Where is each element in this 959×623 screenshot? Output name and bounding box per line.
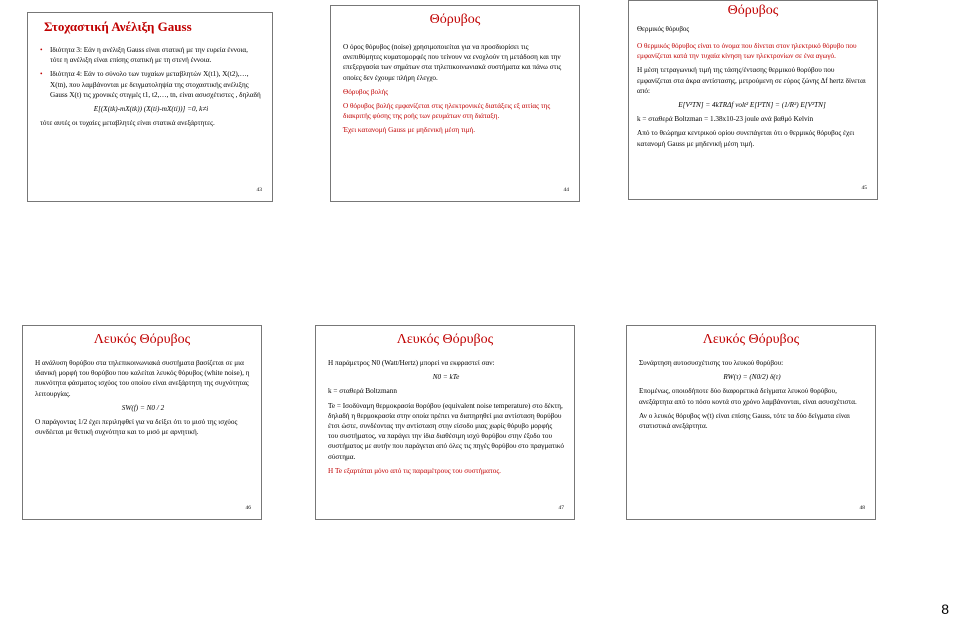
mean-square-text: Η μέση τετραγωνική τιμή της τάσης/έντασης θερμικού θορύβου που εμφανίζεται στα άκρα αντίστασης, μετρούμενη σε εύρος ζώνης Δf hertz δίνεται από:	[637, 66, 866, 95]
slide-body	[343, 42, 569, 140]
slide-47	[315, 325, 575, 520]
slide-43	[27, 12, 273, 202]
slide-title: Θόρυβος	[429, 12, 481, 27]
boltzmann-text: k = σταθερά Boltzman = 1.38x10-23 joule ανά βαθμό Kelvin	[637, 115, 814, 124]
property-3: • Ιδιότητα 3: Εάν η ανέλιξη Gauss είναι στατική με την ευρεία έννοια, τότε η ανέλιξη είναι επίσης στατική με τη στενή έννοια.	[40, 45, 262, 65]
factor-text: Ο παράγοντας 1/2 έχει περιληφθεί για να δείξει ότι το μισό της ισχύος συνδέεται με θετική συχνότητα και το μισό με αρνητική.	[35, 418, 238, 437]
slide-45	[628, 0, 878, 200]
uncorrelated-samples-text: Επομένως, οποιοδήποτε δύο διαφορετικά δείγματα λευκού θορύβου, ανεξάρτητα από το πόσο κοντά στο χρόνο λαμβάνονται, είναι ασυσχέτιστα.	[639, 387, 857, 406]
slide-title: Στοχαστική Ανέλιξη Gauss	[44, 19, 192, 34]
slide-number: 45	[861, 185, 867, 191]
k-text: k = σταθερά Boltzmann	[328, 387, 397, 396]
slide-body	[637, 41, 867, 153]
property-4: • Ιδιότητα 4: Εάν το σύνολο των τυχαίων μεταβλητών X(t1), X(t2),…, X(tn), που λαμβάνονται με δειγματοληψία της στοχαστικής ανέλιξης Gauss X(t) τις χρονικές στιγμές t1, t2,…, tn, είναι ασυσχέτιστες , δηλαδή	[40, 69, 262, 100]
slide-number: 44	[563, 187, 569, 193]
central-limit-text: Από το θεώρημα κεντρικού ορίου συνεπάγεται ότι ο θερμικός θόρυβος έχει κατανομή Gauss με μηδενική μέση τιμή.	[637, 129, 855, 148]
slide-body	[328, 358, 564, 480]
slide-title: Θόρυβος	[727, 3, 779, 18]
slide-subtitle: Θερμικός θόρυβος	[637, 25, 690, 33]
slide-number: 48	[859, 505, 865, 511]
slide-title: Λευκός Θόρυβος	[702, 332, 800, 347]
te-dependency-text: Η Te εξαρτάται μόνο από τις παραμέτρους του συστήματος.	[328, 466, 501, 475]
thermal-noise-equation: E[V²TN] = 4kTRΔf volt² E[I²TN] = (1/R²) E[V²TN]	[678, 101, 826, 110]
slide-44	[330, 5, 580, 202]
n0-equation: N0 = kTe	[432, 373, 460, 382]
slide-46	[22, 325, 262, 520]
page-number: 8	[941, 601, 949, 617]
uncorrelated-equation: E[(X(tk)-mX(tk)) (X(ti)-mX(ti))] =0, k≠i	[93, 105, 209, 114]
slide-number: 47	[558, 505, 564, 511]
slide-body	[639, 358, 865, 435]
gauss-text: Έχει κατανομή Gauss με μηδενική μέση τιμή.	[343, 126, 476, 135]
slide-body	[35, 358, 251, 441]
psd-equation: SW(f) = N0 / 2	[121, 403, 165, 412]
slide-48	[626, 325, 876, 520]
shot-noise-text: Ο θόρυβος βολής εμφανίζεται στις ηλεκτρονικές διατάξεις εξ αιτίας της διακριτής φύσης της ροής των ρευμάτων στη διάταξη.	[343, 102, 551, 121]
te-text: Te = Ισοδύναμη θερμοκρασία θορύβου (equivalent noise temperature) στο δέκτη, δηλαδή η θερμοκρασία στην οποία πρέπει να διατηρηθεί μια αντίσταση θορύβου έτσι ώστε, συνδέοντας την αντίσταση στην είσοδο μιας χωρίς θόρυβο μορφής του συστήματος, να παράγει την ίδια διαθέσιμη ισχύ θορύβου στην έξοδο του συστήματος με αυτήν που παράγεται από όλες τις πηγές θορύβου στο πραγματικό σύστημα.	[328, 401, 564, 461]
shot-noise-heading: Θόρυβος βολής	[343, 87, 389, 96]
slide-title: Λευκός Θόρυβος	[396, 332, 494, 347]
white-noise-text: Η ανάλυση θορύβου στα τηλεπικοινωνιακά συστήματα βασίζεται σε μια ιδανική μορφή του θορύβου που καλείται λευκός θόρυβος (white noise), η πυκνότητα φάσματος ισχύος του οποίου είναι ανεξάρτητη της συχνότητας λειτουργίας.	[35, 359, 250, 398]
autocorrelation-equation: RW(τ) = (N0/2) δ(τ)	[723, 373, 781, 382]
noise-definition: Ο όρος θόρυβος (noise) χρησιμοποιείται για να προσδιορίσει τις ανεπιθύμητες κυματομορφές που τείνουν να ενοχλούν τη μετάδοση και την επεξεργασία των σημάτων στα τηλεπικοινωνιακά συστήματα και πάνω στις οποίες δεν έχουμε πλήρη έλεγχο.	[343, 43, 562, 82]
slide-title: Λευκός Θόρυβος	[93, 332, 191, 347]
n0-text: Η παράμετρος N0 (Watt/Hertz) μπορεί να εκφραστεί σαν:	[328, 359, 495, 367]
thermal-noise-definition: Ο θερμικός θόρυβος είναι το όνομα που δίνεται στον ηλεκτρικό θόρυβο που εμφανίζεται κατά την τυχαία κίνηση των ηλεκτρονίων σε ένα αγωγό.	[637, 42, 857, 61]
conclusion-text: τότε αυτές οι τυχαίες μεταβλητές είναι στατικά ανεξάρτητες.	[40, 119, 215, 128]
slide-number: 43	[256, 187, 262, 193]
gauss-independent-text: Αν ο λευκός θόρυβος w(t) είναι επίσης Gauss, τότε τα δύο δείγματα είναι στατιστικά ανεξάρτητα.	[639, 411, 850, 431]
autocorrelation-text: Συνάρτηση αυτοσυσχέτισης του λευκού θορύβου:	[639, 359, 784, 367]
slide-number: 46	[245, 505, 251, 511]
slide-body	[40, 45, 262, 132]
